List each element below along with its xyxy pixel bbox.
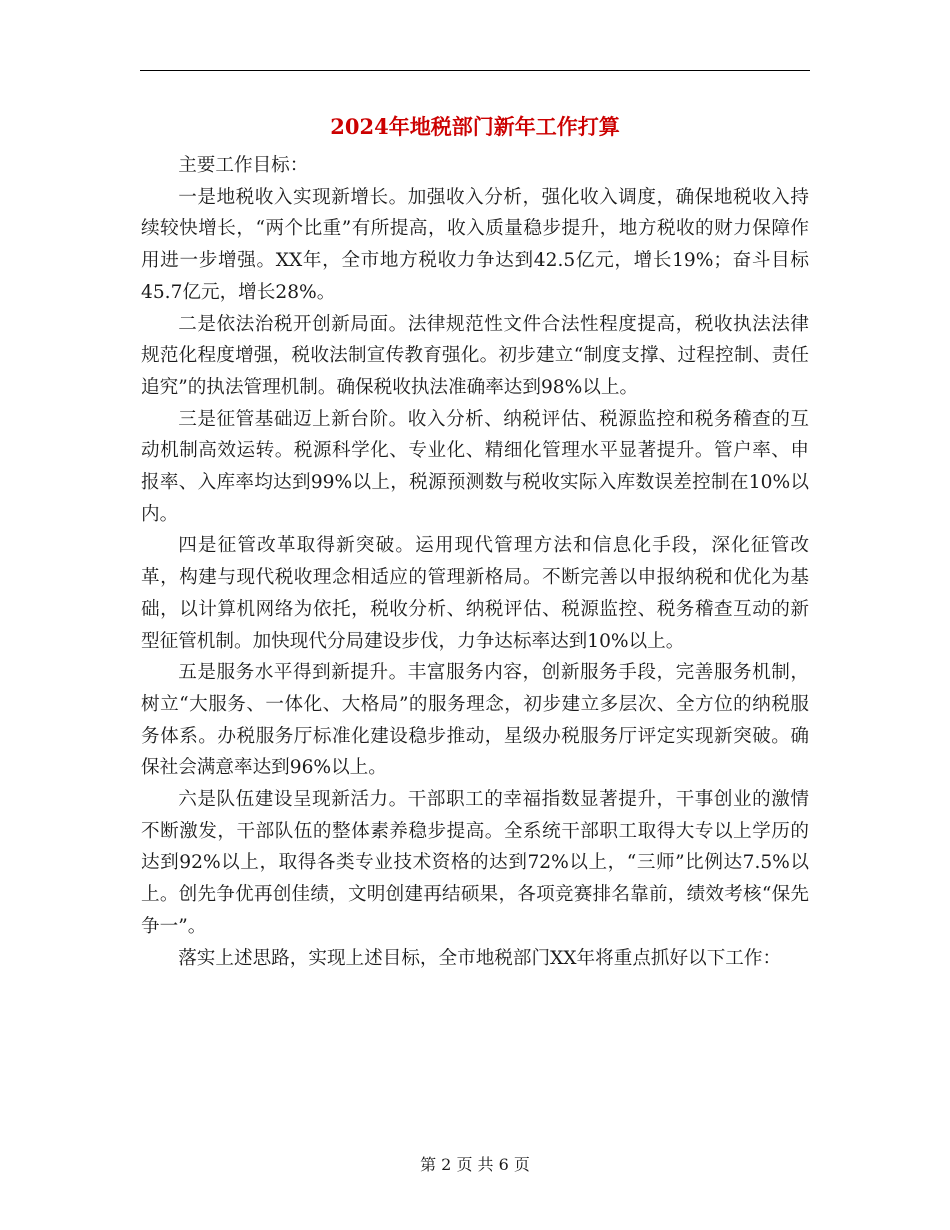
paragraph-service-level: 五是服务水平得到新提升。丰富服务内容，创新服务手段，完善服务机制，树立“大服务、一体化、大格局”的服务理念，初步建立多层次、全方位的纳税服务体系。办税服务厅标准化建设稳步推动，星级办税服务厅评定实现新突破。确保社会满意率达到96%以上。 [141, 662, 809, 779]
paragraph-revenue-growth: 一是地税收入实现新增长。加强收入分析，强化收入调度，确保地税收入持续较快增长，“两个比重”有所提高，收入质量稳步提升，地方税收的财力保障作用进一步增强。XX年，全市地方税收力争达到42.5亿元，增长19%；奋斗目标45.7亿元，增长28%。 [141, 186, 809, 303]
paragraph-team-building: 六是队伍建设呈现新活力。干部职工的幸福指数显著提升，干事创业的激情不断激发，干部队伍的整体素养稳步提高。全系统干部职工取得大专以上学历的达到92%以上，取得各类专业技术资格的达到72%以上，“三师”比例达7.5%以上。创先争优再创佳绩，文明创建再结硕果，各项竞赛排名靠前，绩效考核“保先争一”。 [141, 789, 809, 937]
page-footer: 第 2 页 共 6 页 [420, 1155, 530, 1174]
paragraph-rule-of-law: 二是依法治税开创新局面。法律规范性文件合法性程度提高，税收执法法律规范化程度增强，税收法制宣传教育强化。初步建立“制度支撑、过程控制、责任追究”的执法管理机制。确保税收执法准确率达到98%以上。 [141, 313, 809, 398]
document-title: 2024年地税部门新年工作打算 [330, 114, 620, 139]
header-rule [140, 70, 810, 71]
paragraph-collection-foundation: 三是征管基础迈上新台阶。收入分析、纳税评估、税源监控和税务稽查的互动机制高效运转。税源科学化、专业化、精细化管理水平显著提升。管户率、申报率、入库率均达到99%以上，税源预测数与税收实际入库数误差控制在10%以内。 [141, 408, 809, 525]
document-body [141, 150, 809, 974]
paragraph-collection-reform: 四是征管改革取得新突破。运用现代管理方法和信息化手段，深化征管改革，构建与现代税收理念相适应的管理新格局。不断完善以申报纳税和优化为基础，以计算机网络为依托，税收分析、纳税评估、税源监控、税务稽查互动的新型征管机制。加快现代分局建设步伐，力争达标率达到10%以上。 [141, 535, 809, 652]
paragraph-goals-heading: 主要工作目标： [178, 155, 309, 176]
paragraph-implementation: 落实上述思路，实现上述目标，全市地税部门XX年将重点抓好以下工作： [178, 947, 782, 969]
